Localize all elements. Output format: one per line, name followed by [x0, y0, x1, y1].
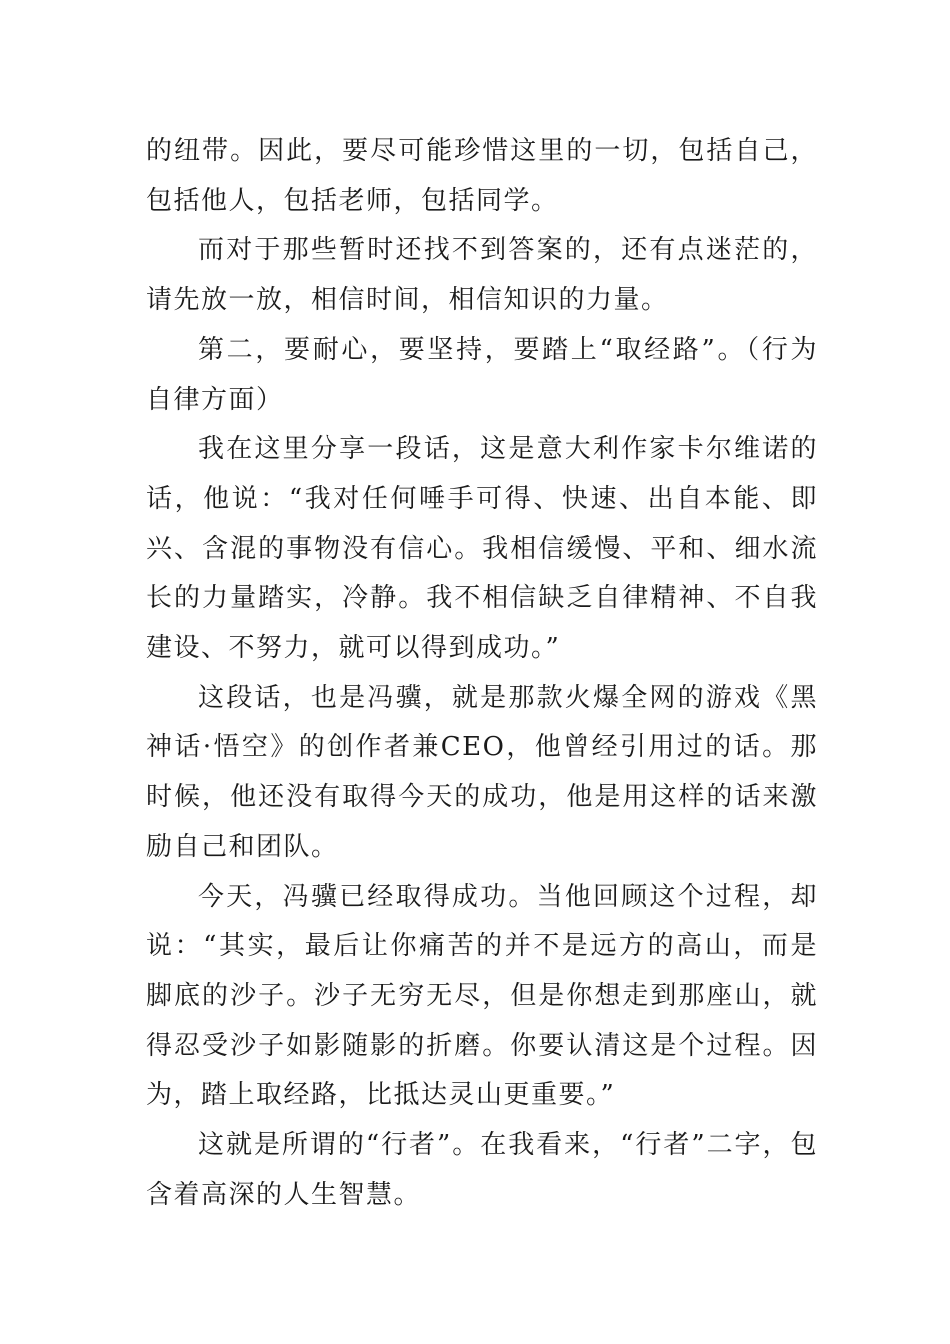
paragraph-5: 这段话，也是冯骥，就是那款火爆全网的游戏《黑神话·悟空》的创作者兼CEO，他曾经引用过的话。那时候，他还没有取得今天的成功，他是用这样的话来激励自己和团队。: [146, 682, 818, 862]
paragraph-1: 的纽带。因此，要尽可能珍惜这里的一切，包括自己，包括他人，包括老师，包括同学。: [146, 136, 818, 216]
paragraph-6: 今天，冯骥已经取得成功。当他回顾这个过程，却说：“其实，最后让你痛苦的并不是远方的高山，而是脚底的沙子。沙子无穷无尽，但是你想走到那座山，就得忍受沙子如影随影的折磨。你要认清这是个过程。因为，踏上取经路，比抵达灵山更重要。”: [146, 881, 818, 1111]
document-body: [146, 127, 818, 1220]
paragraph-7: 这就是所谓的“行者”。在我看来，“行者”二字，包含着高深的人生智慧。: [146, 1130, 818, 1210]
paragraph-4: 我在这里分享一段话，这是意大利作家卡尔维诺的话，他说：“我对任何唾手可得、快速、出自本能、即兴、含混的事物没有信心。我相信缓慢、平和、细水流长的力量踏实，冷静。我不相信缺乏自律精神、不自我建设、不努力，就可以得到成功。”: [146, 434, 818, 664]
paragraph-3: 第二，要耐心，要坚持，要踏上“取经路”。（行为自律方面）: [146, 334, 818, 415]
paragraph-2: 而对于那些暂时还找不到答案的，还有点迷茫的，请先放一放，相信时间，相信知识的力量。: [146, 235, 818, 316]
